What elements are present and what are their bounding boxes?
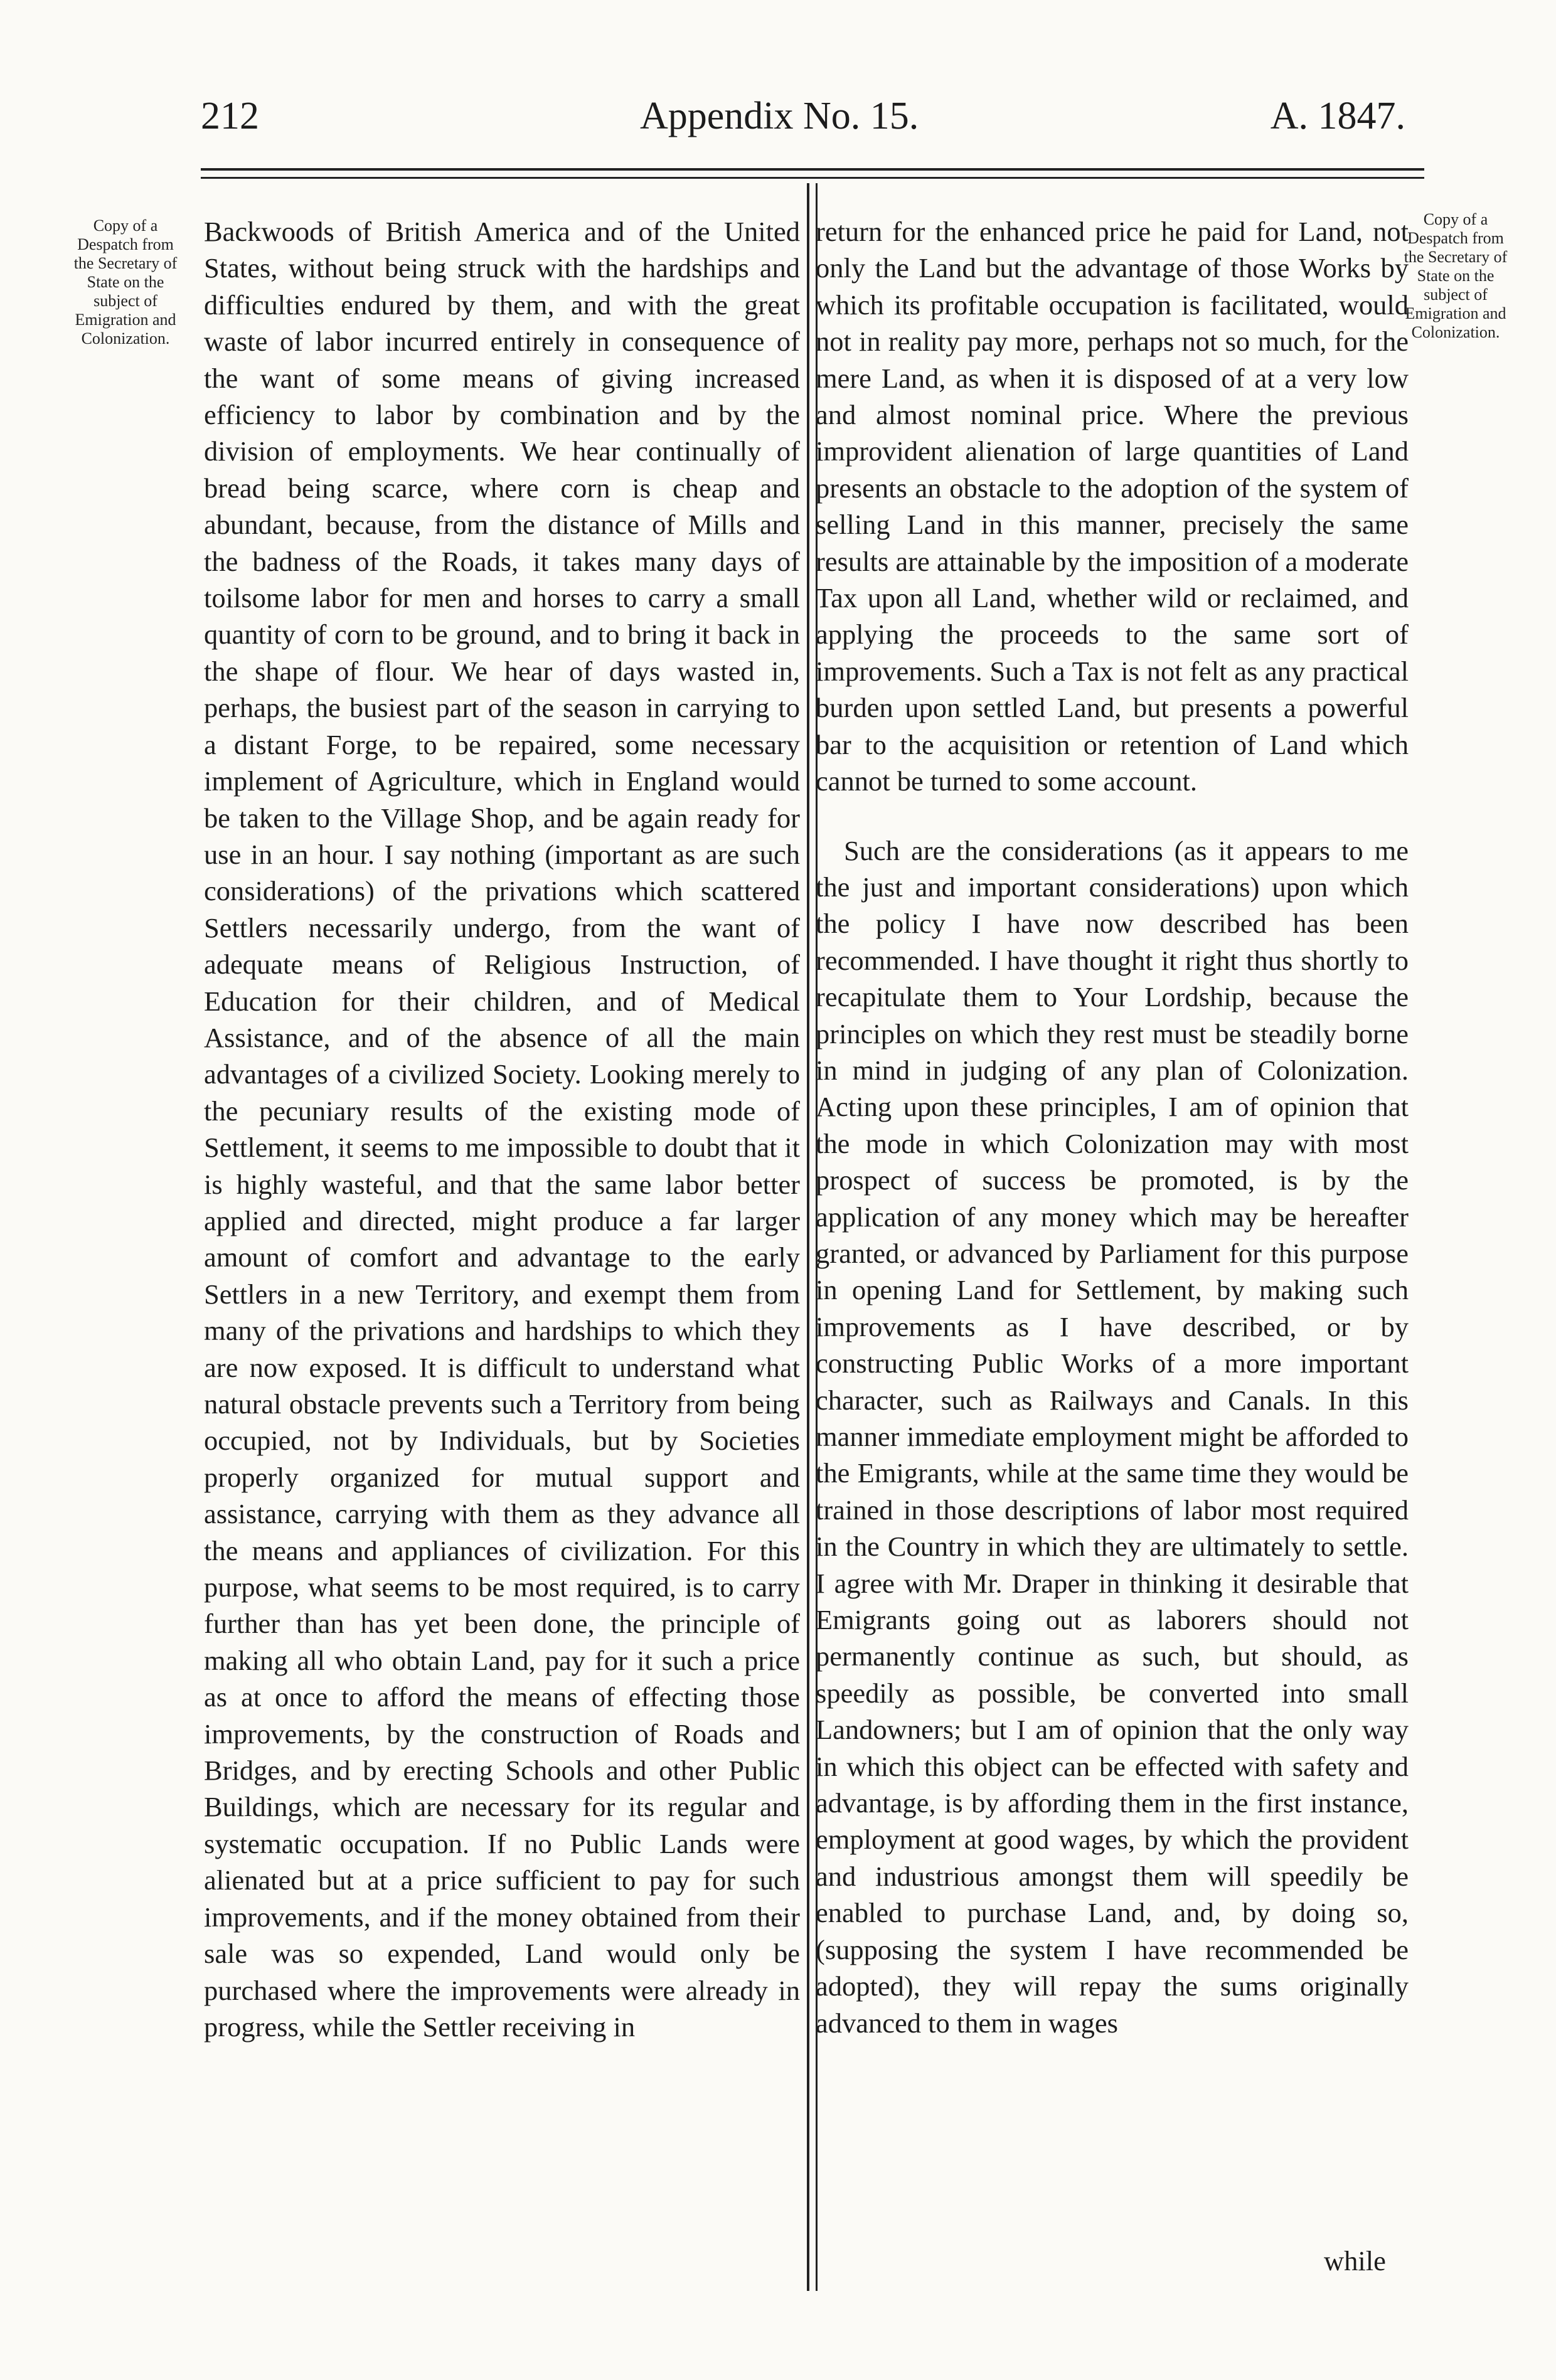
margin-note-left: Copy of a Despatch from the Secretary of State on the subject of Emigration and Colonization. <box>73 216 178 348</box>
header-rule-thick <box>201 168 1424 171</box>
left-column <box>204 213 800 2045</box>
margin-note-right: Copy of a Despatch from the Secretary of State on the subject of Emigration and Colonization. <box>1404 210 1508 341</box>
page-title: Appendix No. 15. <box>640 95 919 137</box>
right-paragraph-1: return for the enhanced price he paid for Land, not only the Land but the advantage of those Works by which its profitable occupation is facilitated, would not in reality pay more, perhaps not so much, for the mere Land, as when it is disposed of at a very low and almost nominal price. Where the previous improvident alienation of large quantities of Land presents an obstacle to the adoption of the system of selling Land in this manner, precisely the same results are attainable by the imposition of a moderate Tax upon all Land, whether wild or reclaimed, and applying the proceeds to the same sort of improvements. Such a Tax is not felt as any practical burden upon settled Land, but presents a powerful bar to the acquisition or retention of Land which cannot be turned to some account. <box>816 216 1409 797</box>
page-number: 212 <box>201 95 259 137</box>
column-divider-left <box>807 183 809 2291</box>
header-rule-thin <box>201 177 1424 179</box>
left-paragraph: Backwoods of British America and of the United States, without being struck with the hardships and difficulties endured by them, and with the great waste of labor incurred entirely in consequence of the want of some means of giving increased efficiency to labor by combination and by the division of employments. We hear continually of bread being scarce, where corn is cheap and abundant, because, from the distance of Mills and the badness of the Roads, it takes many days of toilsome labor for men and horses to carry a small quantity of corn to be ground, and to bring it back in the shape of flour. We hear of days wasted in, perhaps, the busiest part of the season in carrying to a distant Forge, to be repaired, some necessary implement of Agriculture, which in England would be taken to the Village Shop, and be again ready for use in an hour. I say nothing (important as are such considerations) of the privations which scattered Settlers necessarily undergo, from the want of adequate means of Religious Instruction, of Education for their children, and of Medical Assistance, and of the absence of all the main advantages of a civilized Society. Looking merely to the pecuniary results of the existing mode of Settlement, it seems to me impossible to doubt that it is highly wasteful, and that the same labor better applied and directed, might produce a far larger amount of comfort and advantage to the early Settlers in a new Territory, and exempt them from many of the privations and hardships to which they are now exposed. It is difficult to understand what natural obstacle prevents such a Territory from being occupied, not by Individuals, but by Societies properly organized for mutual support and assistance, carrying with them as they advance all the means and appliances of civilization. For this purpose, what seems to be most required, is to carry further than has yet been done, the principle of making all who obtain Land, pay for it such a price as at once to afford the means of effecting those improvements, by the construction of Roads and Bridges, and by erecting Schools and other Public Buildings, which are necessary for its regular and systematic occupation. If no Public Lands were alienated but at a price sufficient to pay for such improvements, and if the money obtained from their sale was so expended, Land would only be purchased where the improvements were already in progress, while the Settler receiving in <box>204 216 800 2043</box>
right-paragraph-2: Such are the considerations (as it appears to me the just and important considerations) upon which the policy I have now described has been recommended. I have thought it right thus shortly to recapitulate them to Your Lordship, because the principles on which they rest must be steadily borne in mind in judging of any plan of Colonization. Acting upon these principles, I am of opinion that the mode in which Colonization may with most prospect of success be promoted, is by the application of any money which may be hereafter granted, or advanced by Parliament for this purpose in opening Land for Settlement, by making such improvements as I have described, or by constructing Public Works of a more important character, such as Railways and Canals. In this manner immediate employment might be afforded to the Emigrants, while at the same time they would be trained in those descriptions of labor most required in the Country in which they are ultimately to settle. I agree with Mr. Draper in thinking it desirable that Emigrants going out as laborers should not permanently continue as such, but should, as speedily as possible, be converted into small Landowners; but I am of opinion that the only way in which this object can be effected with safety and advantage, is by affording them in the first instance, employment at good wages, by which the provident and industrious amongst them will speedily be enabled to purchase Land, and, by doing so, (supposing the system I have recommended be adopted), they will repay the sums originally advanced to them in wages <box>816 834 1409 2039</box>
page-header <box>201 94 1405 144</box>
right-column <box>816 213 1409 2041</box>
page-year: A. 1847. <box>1270 95 1405 137</box>
catchword: while <box>1324 2245 1386 2276</box>
